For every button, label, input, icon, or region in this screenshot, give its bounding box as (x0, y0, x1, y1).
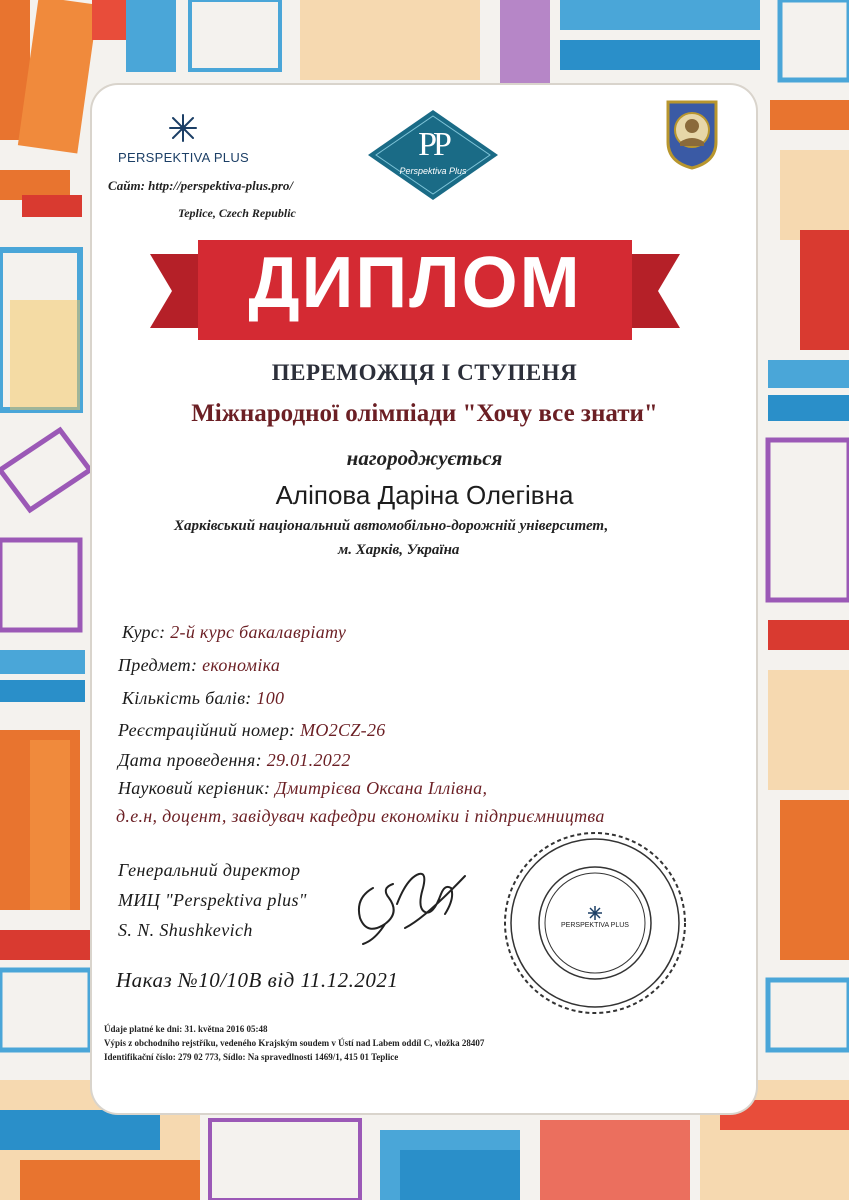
logo-letters: PP (418, 126, 448, 163)
olympiad-name: Міжнародної олімпіади "Хочу все знати" (191, 400, 658, 427)
snowflake-icon (168, 113, 198, 143)
director-name: S. N. Shushkevich (118, 920, 253, 940)
awarded-text: нагороджується (346, 446, 503, 470)
registration-row (118, 720, 386, 741)
advisor-value: Дмитрієва Оксана Іллівна, (275, 778, 488, 798)
advisor-title: д.е.н, доцент, завідувач кафедри економіки і підприємництва (116, 806, 605, 826)
footer-line-3: Identifikační číslo: 279 02 773, Sídlo: Na spravedlnosti 1469/1, 415 01 Teplice (104, 1052, 399, 1062)
university-name: Харківський національний автомобільно-дорожній університет, (174, 518, 609, 534)
course-row (122, 622, 346, 643)
winner-degree: ПЕРЕМОЖЦЯ І СТУПЕНЯ (271, 360, 578, 385)
director-title: Генеральний директор (118, 860, 301, 880)
subject-label: Предмет: (118, 655, 198, 675)
course-value: 2-й курс бакалавріату (170, 622, 347, 642)
date-row (118, 750, 351, 771)
org-name: PERSPEKTIVA PLUS (118, 150, 249, 165)
order-number: Наказ №10/10В від 11.12.2021 (116, 968, 399, 992)
official-stamp (500, 828, 690, 1018)
course-label: Курс: (122, 622, 166, 642)
score-value: 100 (256, 688, 285, 708)
footer-line-1: Údaje platné ke dni: 31. května 2016 05:48 (104, 1024, 268, 1034)
city-text: Teplice, Czech Republic (178, 206, 296, 220)
registration-value: MO2CZ-26 (300, 720, 386, 740)
date-value: 29.01.2022 (266, 750, 351, 770)
director-org: МИЦ "Perspektiva plus" (118, 890, 307, 910)
university-crest-icon (662, 98, 722, 170)
website-link[interactable]: Сайт: http://perspektiva-plus.pro/ (108, 178, 293, 193)
registration-label: Реєстраційний номер: (118, 720, 296, 740)
score-label: Кількість балів: (122, 688, 252, 708)
logo-caption: Perspektiva Plus (399, 166, 467, 176)
subject-row (118, 655, 280, 676)
center-logo (366, 108, 500, 202)
subject-value: економіка (202, 655, 281, 675)
advisor-label: Науковий керівник: (118, 778, 271, 798)
handwritten-signature (345, 858, 475, 953)
advisor-row (118, 778, 487, 799)
university-city: м. Харків, Україна (338, 542, 460, 558)
winner-name: Аліпова Даріна Олегівна (275, 480, 574, 510)
diploma-title: ДИПЛОМ (248, 243, 582, 323)
footer-line-2: Výpis z obchodního rejstříku, vedeného Krajským soudem v Ústí nad Labem oddíl C, vložka 28407 (104, 1038, 485, 1048)
date-label: Дата проведення: (118, 750, 262, 770)
score-row (122, 688, 284, 709)
stamp-center-text: PERSPEKTIVA PLUS (561, 922, 629, 929)
